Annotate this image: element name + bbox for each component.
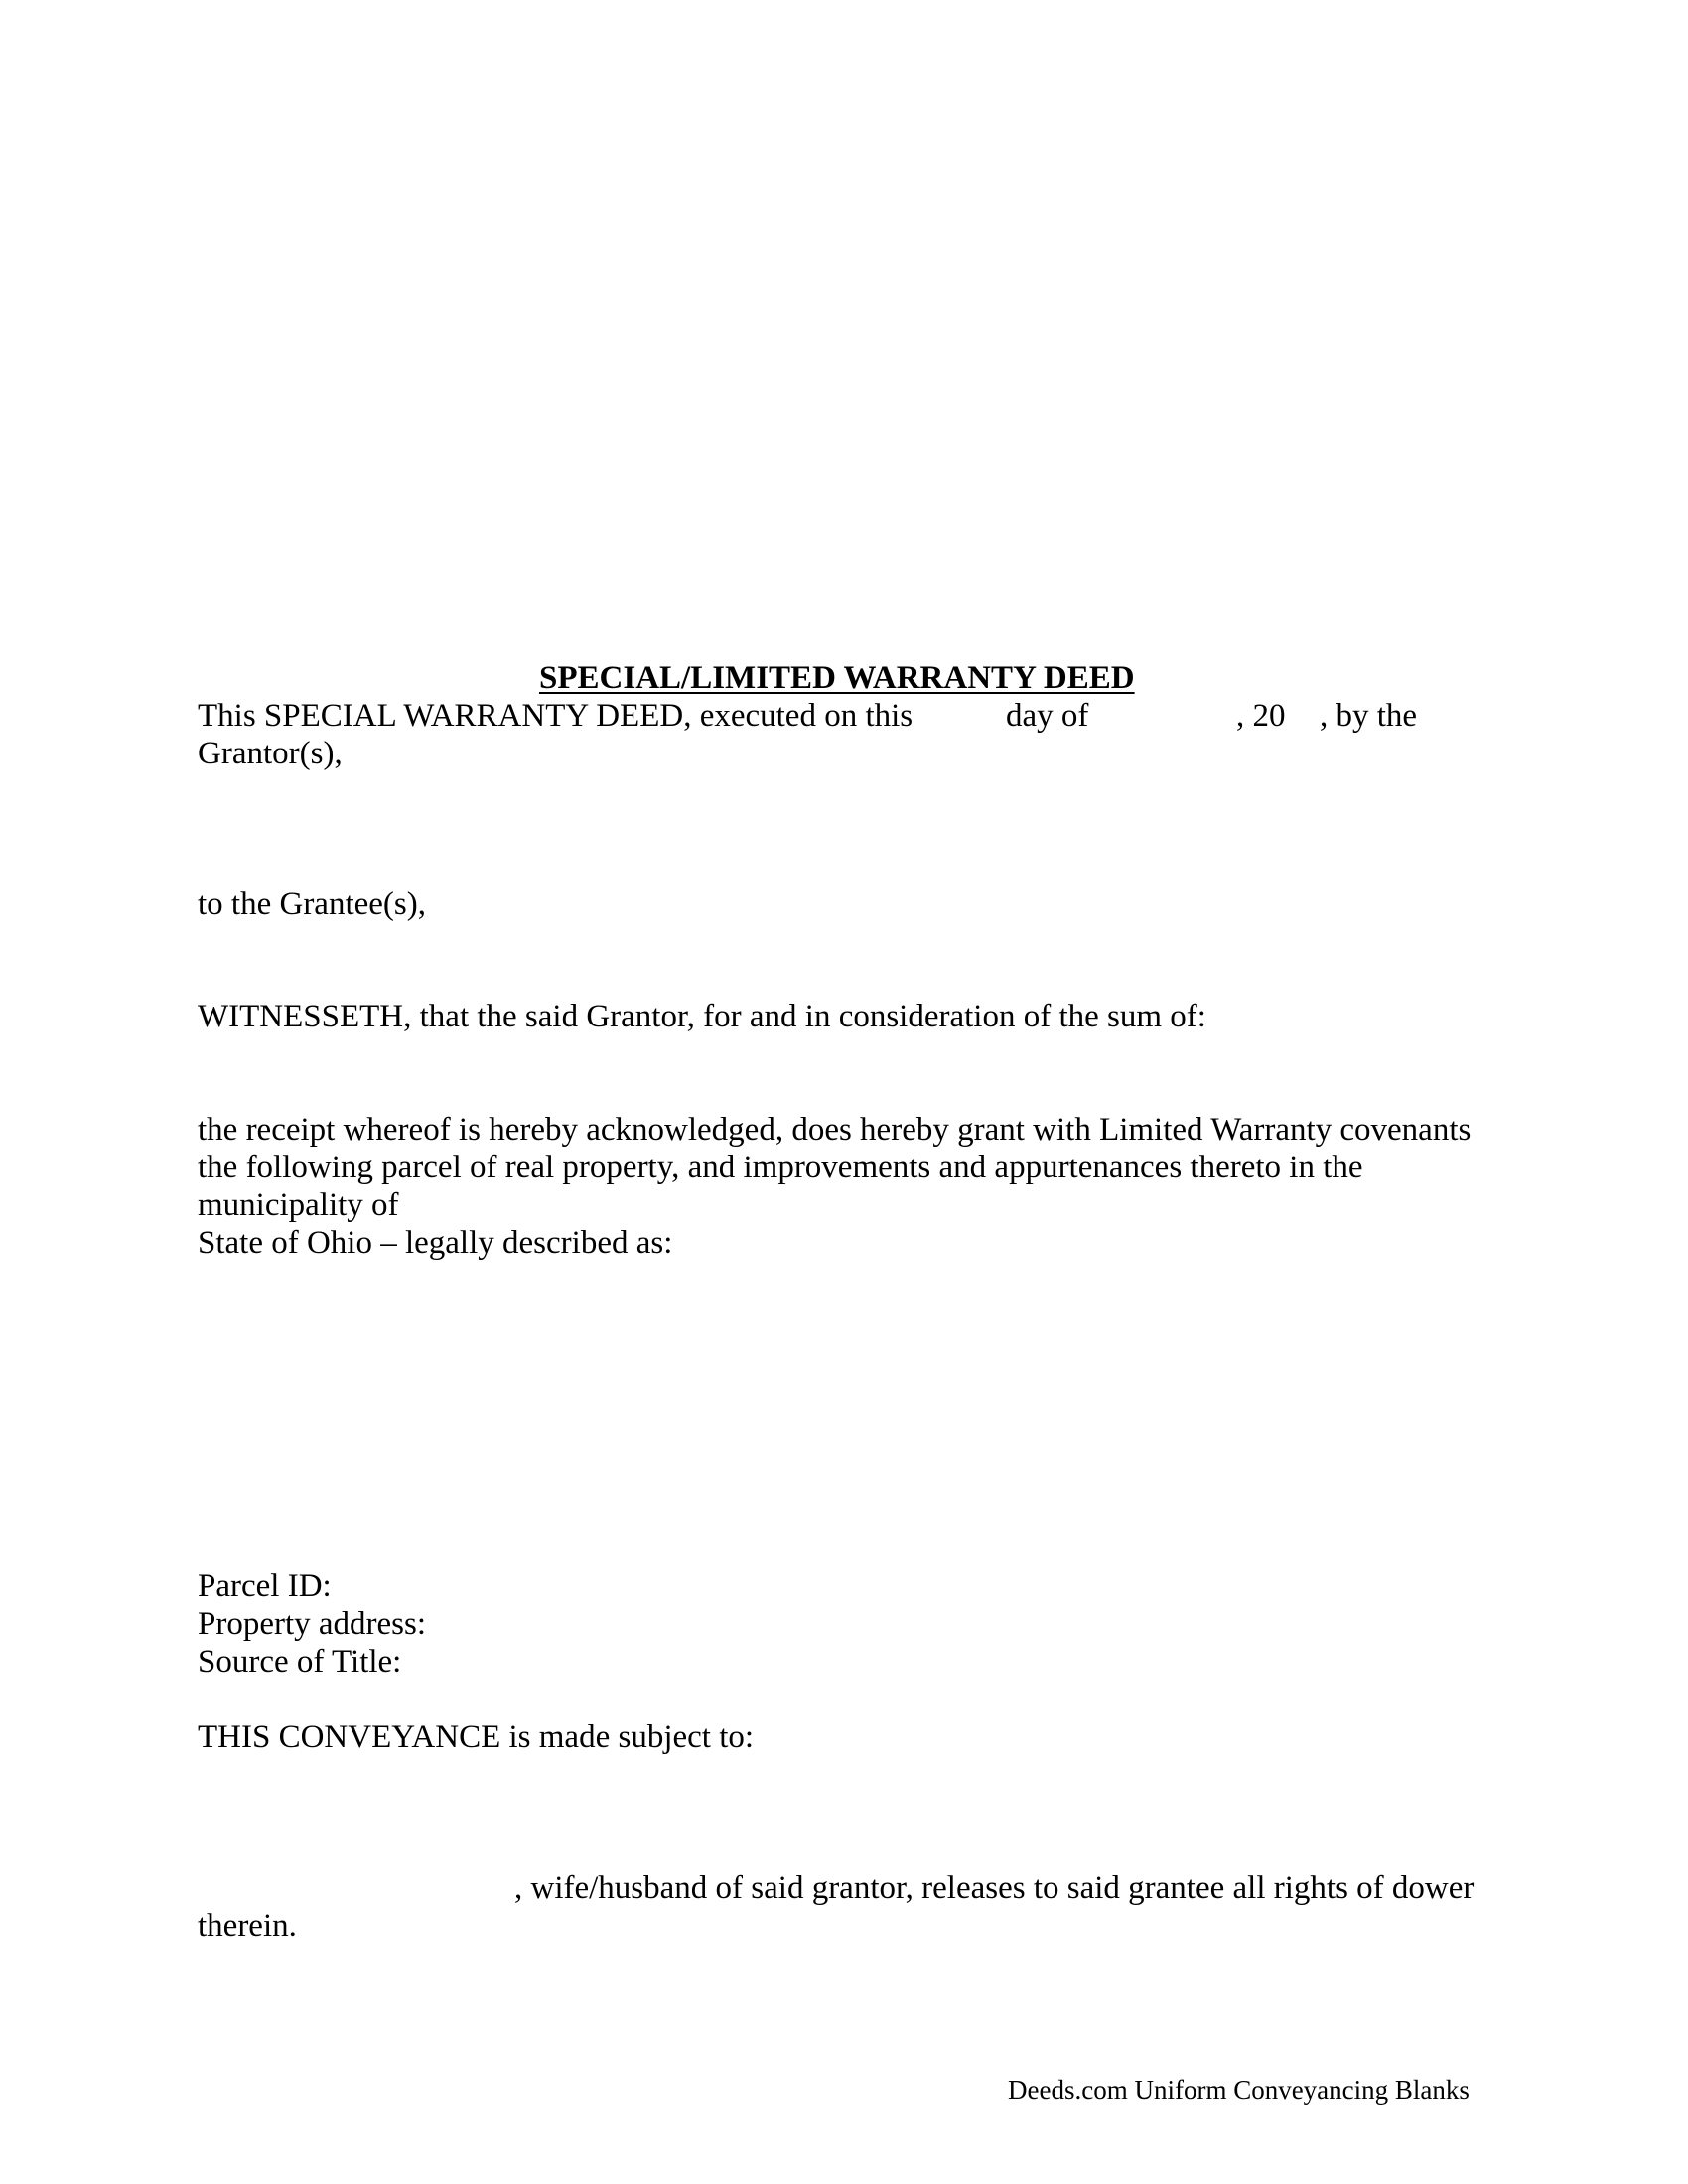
dower-release-line-2: therein. (198, 1908, 297, 1944)
day-of-text: day of (1006, 698, 1089, 734)
grantor-label: Grantor(s), (198, 736, 343, 771)
receipt-line-1: the receipt whereof is hereby acknowledged, does hereby grant with Limited Warranty covenants (198, 1112, 1472, 1148)
year-text: , 20 (1236, 698, 1286, 734)
property-address-label: Property address: (198, 1606, 427, 1642)
by-the-text: , by the (1320, 698, 1418, 734)
receipt-line-3: municipality of (198, 1187, 399, 1223)
witnesseth-clause: WITNESSETH, that the said Grantor, for and in consideration of the sum of: (198, 999, 1206, 1034)
parcel-id-label: Parcel ID: (198, 1569, 332, 1604)
footer-text: Deeds.com Uniform Conveyancing Blanks (1008, 2075, 1470, 2105)
receipt-line-2: the following parcel of real property, and improvements and appurtenances thereto in the (198, 1150, 1363, 1185)
source-of-title-label: Source of Title: (198, 1644, 402, 1680)
dower-release-line-1: , wife/husband of said grantor, releases to said grantee all rights of dower (514, 1870, 1475, 1906)
document-title: SPECIAL/LIMITED WARRANTY DEED (539, 660, 1135, 696)
grantee-label: to the Grantee(s), (198, 887, 426, 922)
conveyance-clause: THIS CONVEYANCE is made subject to: (198, 1719, 755, 1755)
opening-intro-text: This SPECIAL WARRANTY DEED, executed on this (198, 698, 914, 734)
receipt-line-4: State of Ohio – legally described as: (198, 1225, 673, 1261)
